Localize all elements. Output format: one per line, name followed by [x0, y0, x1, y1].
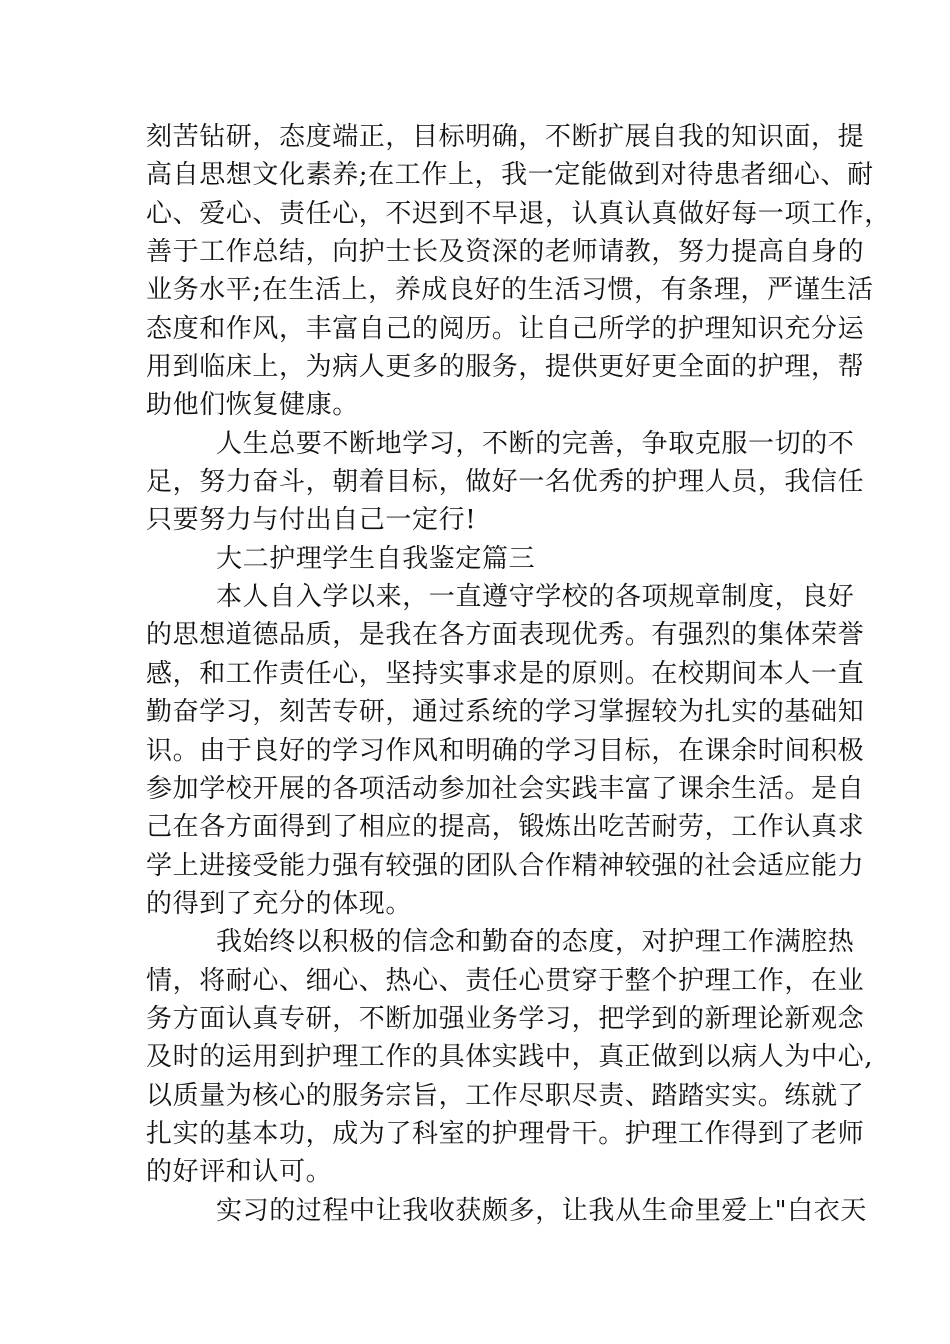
text-line: 高自思想文化素养;在工作上，我一定能做到对待患者细心、耐	[146, 160, 874, 191]
text-line: 以质量为核心的服务宗旨，工作尽职尽责、踏踏实实。练就了	[146, 1080, 865, 1111]
paragraph-first-line: 本人自入学以来，一直遵守学校的各项规章制度，良好	[216, 582, 855, 613]
text-line: 善于工作总结，向护士长及资深的老师请教，努力提高自身的	[146, 237, 865, 268]
text-line: 参加学校开展的各项活动参加社会实践丰富了课余生活。是自	[146, 773, 865, 804]
text-line: 情，将耐心、细心、热心、责任心贯穿于整个护理工作，在业	[146, 965, 865, 996]
paragraph-first-line: 我始终以积极的信念和勤奋的态度，对护理工作满腔热	[216, 927, 855, 958]
text-line: 足，努力奋斗，朝着目标，做好一名优秀的护理人员，我信任	[146, 467, 865, 498]
text-line: 务方面认真专研，不断加强业务学习，把学到的新理论新观念	[146, 1003, 865, 1034]
paragraph-first-line: 人生总要不断地学习，不断的完善，争取克服一切的不	[216, 428, 855, 459]
text-line: 己在各方面得到了相应的提高，锻炼出吃苦耐劳，工作认真求	[146, 812, 865, 843]
text-line: 的得到了充分的体现。	[146, 888, 413, 919]
text-line: 助他们恢复健康。	[146, 390, 359, 421]
text-line: 的思想道德品质，是我在各方面表现优秀。有强烈的集体荣誉	[146, 620, 865, 651]
text-line: 心、爱心、责任心，不迟到不早退，认真认真做好每一项工作，	[146, 198, 891, 229]
paragraph-first-line: 实习的过程中让我收获颇多，让我从生命里爱上"白衣天	[216, 1195, 867, 1226]
text-line: 扎实的基本功，成为了科室的护理骨干。护理工作得到了老师	[146, 1118, 865, 1149]
text-line: 学上进接受能力强有较强的团队合作精神较强的社会适应能力	[146, 850, 865, 881]
text-line: 及时的运用到护理工作的具体实践中，真正做到以病人为中心,	[146, 1042, 874, 1073]
text-line: 只要努力与付出自己一定行!	[146, 505, 477, 536]
text-line: 刻苦钻研，态度端正，目标明确，不断扩展自我的知识面，提	[146, 122, 865, 152]
text-line: 业务水平;在生活上，养成良好的生活习惯，有条理，严谨生活	[146, 275, 874, 306]
section-heading: 大二护理学生自我鉴定篇三	[216, 543, 536, 574]
text-line: 态度和作风，丰富自己的阅历。让自己所学的护理知识充分运	[146, 313, 865, 344]
text-line: 识。由于良好的学习作风和明确的学习目标，在课余时间积极	[146, 735, 865, 766]
text-line: 用到临床上，为病人更多的服务，提供更好更全面的护理，帮	[146, 352, 865, 383]
text-line: 勤奋学习，刻苦专研，通过系统的学习掌握较为扎实的基础知	[146, 697, 865, 728]
text-line: 的好评和认可。	[146, 1157, 333, 1188]
document-body	[146, 118, 891, 1230]
text-line: 感，和工作责任心，坚持实事求是的原则。在校期间本人一直	[146, 658, 865, 689]
